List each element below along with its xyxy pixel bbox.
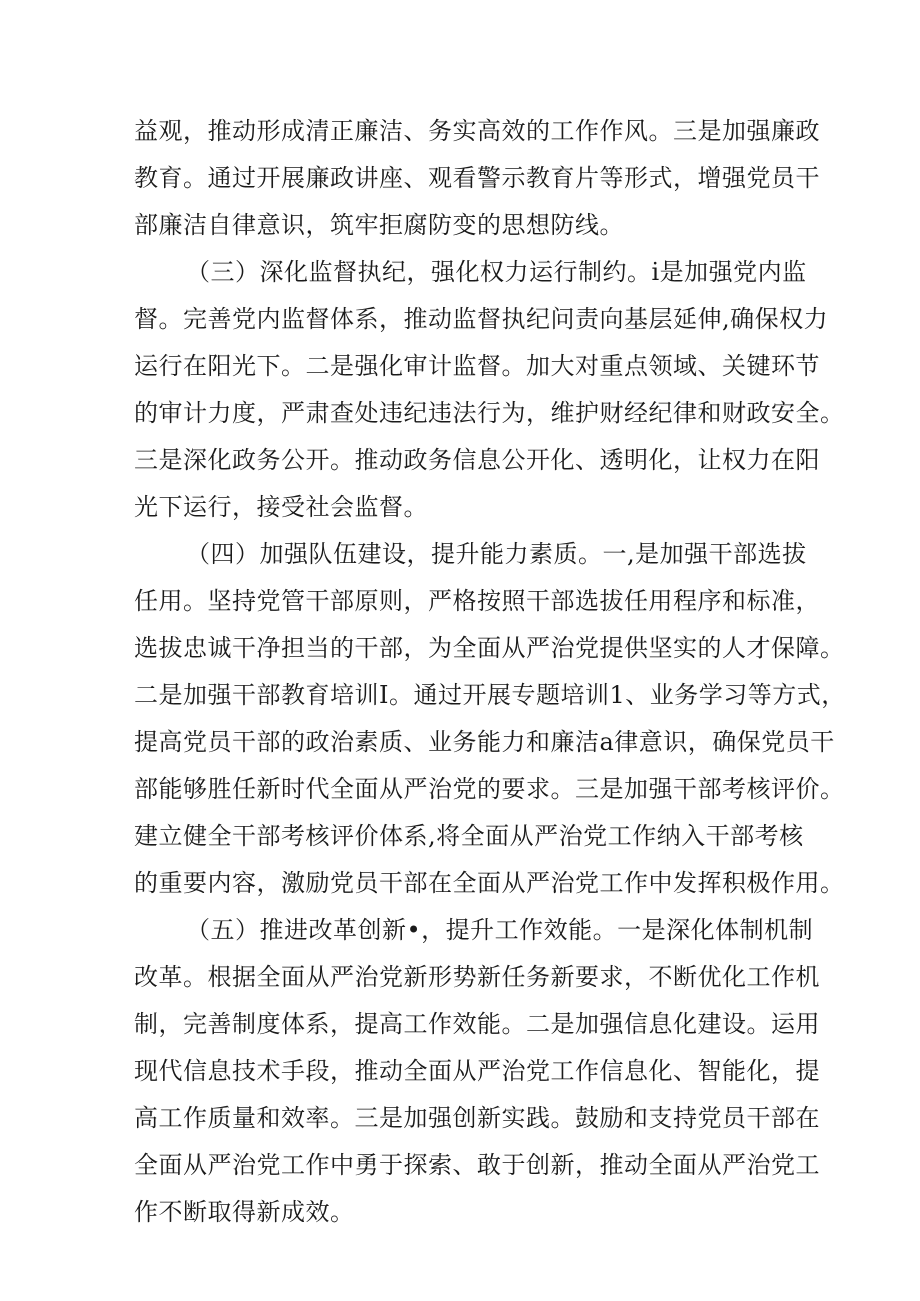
text-line: 益观，推动形成清正廉洁、务实高效的工作作风。三是加强廉政 [134, 117, 820, 145]
text-line: 运行在阳光下。二是强化审计监督。加大对重点领域、关键环节 [134, 352, 820, 380]
section-heading-line: （四）加强队伍建设，提升能力素质。一,是加强干部选拔 [186, 540, 807, 568]
text-line: 选拔忠诚干净担当的干部，为全面从严治党提供坚实的人才保障。 [134, 634, 845, 662]
text-line: 的重要内容，激励党员干部在全面从严治党工作中发挥积极作用。 [134, 869, 845, 897]
text-line: 改革。根据全面从严治党新形势新任务新要求，不断优化工作机 [134, 963, 820, 991]
text-line: 作不断取得新成效。 [134, 1198, 355, 1226]
text-line: 任用。坚持党管干部原则，严格按照干部选拔任用程序和标准， [134, 587, 820, 615]
text-line: 提高党员干部的政治素质、业务能力和廉洁a律意识，确保党员干 [134, 728, 835, 756]
text-line: 部能够胜任新时代全面从严治党的要求。三是加强干部考核评价。 [134, 775, 845, 803]
body-text [134, 108, 846, 1236]
text-line: 光下运行，接受社会监督。 [134, 493, 428, 521]
text-line: 现代信息技术手段，推动全面从严治党工作信息化、智能化，提 [134, 1057, 820, 1085]
text-line: 制，完善制度体系，提高工作效能。二是加强信息化建设。运用 [134, 1010, 820, 1038]
text-line: 三是深化政务公开。推动政务信息公开化、透明化，让权力在阳 [134, 446, 820, 474]
text-line: 的审计力度，严肃查处违纪违法行为，维护财经纪律和财政安全。 [134, 399, 845, 427]
text-line: 督。完善党内监督体系，推动监督执纪问责向基层延伸,确保权力 [134, 305, 829, 333]
text-line: 二是加强干部教育培训I。通过开展专题培训1、业务学习等方式， [134, 681, 846, 709]
text-line: 部廉洁自律意识，筑牢拒腐防变的思想防线。 [134, 211, 624, 239]
text-line: 建立健全干部考核评价体系,将全面从严治党工作纳入干部考核 [134, 822, 804, 850]
section-heading-line: （五）推进改革创新•，提升工作效能。一是深化体制机制 [186, 916, 814, 944]
text-line: 高工作质量和效率。三是加强创新实践。鼓励和支持党员干部在 [134, 1104, 820, 1132]
section-heading-line: （三）深化监督执纪，强化权力运行制约。i是加强党内监 [186, 258, 807, 286]
text-line: 全面从严治党工作中勇于探索、敢于创新，推动全面从严治党工 [134, 1151, 820, 1179]
text-line: 教育。通过开展廉政讲座、观看警示教育片等形式，增强党员干 [134, 164, 820, 192]
